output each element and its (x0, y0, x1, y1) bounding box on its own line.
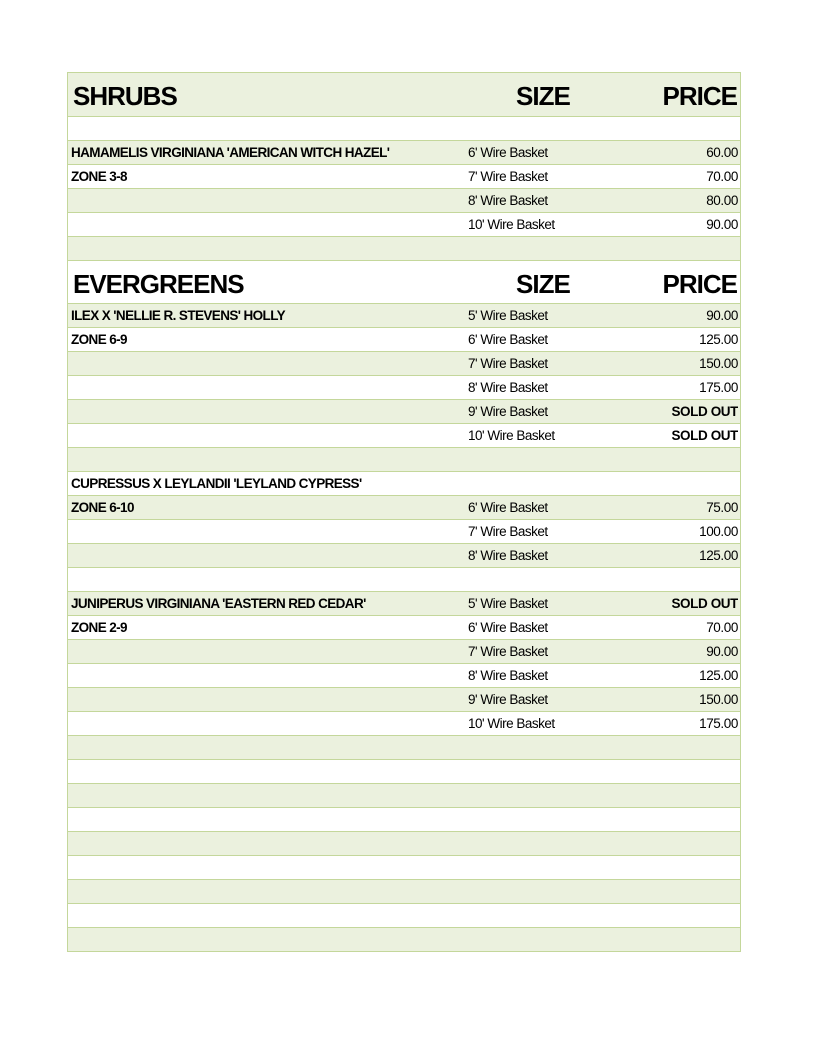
table-row (68, 141, 740, 165)
plant-name-cell (71, 880, 461, 903)
plant-name-cell (71, 904, 461, 927)
size-cell: 6' Wire Basket (468, 332, 548, 347)
plant-name-cell (71, 376, 461, 399)
price-cell: 125.00 (699, 332, 738, 347)
price-cell (618, 472, 738, 495)
table-row (68, 424, 740, 448)
price-cell (618, 928, 738, 951)
table-row (68, 496, 740, 520)
size-cell: 5' Wire Basket (468, 596, 548, 611)
plant-name-cell (71, 688, 461, 711)
table-row (68, 117, 740, 141)
plant-name-cell (71, 784, 461, 807)
sold-out-price-cell: SOLD OUT (671, 404, 738, 419)
table-row (68, 928, 740, 952)
plant-name-cell (71, 928, 461, 951)
plant-name-cell (71, 424, 461, 447)
table-row (68, 448, 740, 472)
section-header-row (68, 261, 740, 304)
section-title: EVERGREENS (73, 268, 244, 299)
price-cell: 90.00 (706, 644, 738, 659)
section-title: SHRUBS (73, 81, 177, 111)
sold-out-price-cell: SOLD OUT (671, 428, 738, 443)
price-cell: 150.00 (699, 692, 738, 707)
plant-name-cell (71, 189, 461, 212)
plant-name-cell: CUPRESSUS X LEYLANDII 'LEYLAND CYPRESS' (71, 476, 362, 491)
sold-out-price-cell: SOLD OUT (671, 596, 738, 611)
size-cell: 7' Wire Basket (468, 356, 548, 371)
size-cell: 9' Wire Basket (468, 404, 548, 419)
size-cell (468, 928, 638, 951)
plant-name-cell (71, 448, 461, 471)
price-cell (618, 568, 738, 591)
price-cell (618, 760, 738, 783)
plant-name-cell (71, 832, 461, 855)
table-row (68, 352, 740, 376)
price-cell: 175.00 (699, 716, 738, 731)
plant-name-cell (71, 856, 461, 879)
price-cell (618, 832, 738, 855)
table-row (68, 568, 740, 592)
size-cell (468, 856, 638, 879)
plant-name-cell: ZONE 6-9 (71, 332, 127, 347)
plant-name-cell (71, 664, 461, 687)
size-cell: 8' Wire Basket (468, 548, 548, 563)
plant-name-cell (71, 237, 461, 260)
table-row (68, 520, 740, 544)
price-cell: 60.00 (706, 145, 738, 160)
table-row (68, 712, 740, 736)
size-cell: 6' Wire Basket (468, 500, 548, 515)
size-cell: 9' Wire Basket (468, 692, 548, 707)
table-row (68, 328, 740, 352)
price-cell: 125.00 (699, 548, 738, 563)
plant-name-cell (71, 213, 461, 236)
plant-name-cell (71, 568, 461, 591)
table-row (68, 784, 740, 808)
price-cell: 100.00 (699, 524, 738, 539)
size-column-header: SIZE (516, 268, 570, 299)
size-cell: 6' Wire Basket (468, 620, 548, 635)
price-cell (618, 784, 738, 807)
plant-name-cell: ZONE 6-10 (71, 500, 134, 515)
plant-name-cell: ZONE 2-9 (71, 620, 127, 635)
price-cell: 125.00 (699, 668, 738, 683)
size-cell: 10' Wire Basket (468, 428, 555, 443)
size-cell (468, 568, 638, 591)
price-cell (618, 736, 738, 759)
plant-name-cell (71, 736, 461, 759)
size-cell (468, 832, 638, 855)
price-column-header: PRICE (662, 268, 737, 299)
size-cell (468, 736, 638, 759)
price-cell: 150.00 (699, 356, 738, 371)
plant-name-cell: HAMAMELIS VIRGINIANA 'AMERICAN WITCH HAZEL' (71, 145, 390, 160)
table-row (68, 808, 740, 832)
table-row (68, 165, 740, 189)
plant-name-cell (71, 640, 461, 663)
table-row (68, 664, 740, 688)
table-row (68, 592, 740, 616)
size-cell (468, 904, 638, 927)
plant-name-cell (71, 117, 461, 140)
table-row (68, 640, 740, 664)
price-list-sheet (67, 72, 741, 952)
price-cell (618, 856, 738, 879)
size-cell (468, 808, 638, 831)
plant-name-cell (71, 400, 461, 423)
price-cell: 90.00 (706, 308, 738, 323)
table-row (68, 880, 740, 904)
price-cell (618, 448, 738, 471)
section-header-row (68, 73, 740, 117)
price-cell: 80.00 (706, 193, 738, 208)
price-cell: 70.00 (706, 620, 738, 635)
plant-name-cell (71, 712, 461, 735)
price-cell (618, 904, 738, 927)
size-cell (468, 237, 638, 260)
price-cell (618, 117, 738, 140)
size-cell (468, 784, 638, 807)
size-cell: 10' Wire Basket (468, 217, 555, 232)
size-cell: 7' Wire Basket (468, 644, 548, 659)
table-row (68, 400, 740, 424)
size-cell: 7' Wire Basket (468, 524, 548, 539)
table-row (68, 544, 740, 568)
size-cell (468, 448, 638, 471)
table-row (68, 304, 740, 328)
table-row (68, 472, 740, 496)
size-cell: 8' Wire Basket (468, 380, 548, 395)
price-cell: 75.00 (706, 500, 738, 515)
table-row (68, 856, 740, 880)
plant-name-cell (71, 808, 461, 831)
table-row (68, 904, 740, 928)
size-cell (468, 880, 638, 903)
plant-name-cell: JUNIPERUS VIRGINIANA 'EASTERN RED CEDAR' (71, 596, 366, 611)
size-cell: 7' Wire Basket (468, 169, 548, 184)
table-row (68, 688, 740, 712)
size-cell: 6' Wire Basket (468, 145, 548, 160)
table-row (68, 832, 740, 856)
plant-name-cell: ILEX X 'NELLIE R. STEVENS' HOLLY (71, 308, 286, 323)
price-cell (618, 808, 738, 831)
table-row (68, 237, 740, 261)
plant-name-cell (71, 544, 461, 567)
price-column-header: PRICE (662, 81, 737, 111)
size-cell (468, 117, 638, 140)
size-cell: 8' Wire Basket (468, 668, 548, 683)
table-row (68, 616, 740, 640)
size-cell: 8' Wire Basket (468, 193, 548, 208)
plant-name-cell (71, 520, 461, 543)
table-row (68, 736, 740, 760)
size-cell: 5' Wire Basket (468, 308, 548, 323)
plant-name-cell: ZONE 3-8 (71, 169, 127, 184)
table-row (68, 213, 740, 237)
size-cell (468, 472, 638, 495)
table-row (68, 760, 740, 784)
size-cell (468, 760, 638, 783)
table-row (68, 189, 740, 213)
table-row (68, 376, 740, 400)
size-column-header: SIZE (516, 81, 570, 111)
price-cell (618, 237, 738, 260)
price-cell: 175.00 (699, 380, 738, 395)
size-cell: 10' Wire Basket (468, 716, 555, 731)
plant-name-cell (71, 352, 461, 375)
price-cell (618, 880, 738, 903)
plant-name-cell (71, 760, 461, 783)
price-cell: 70.00 (706, 169, 738, 184)
price-cell: 90.00 (706, 217, 738, 232)
